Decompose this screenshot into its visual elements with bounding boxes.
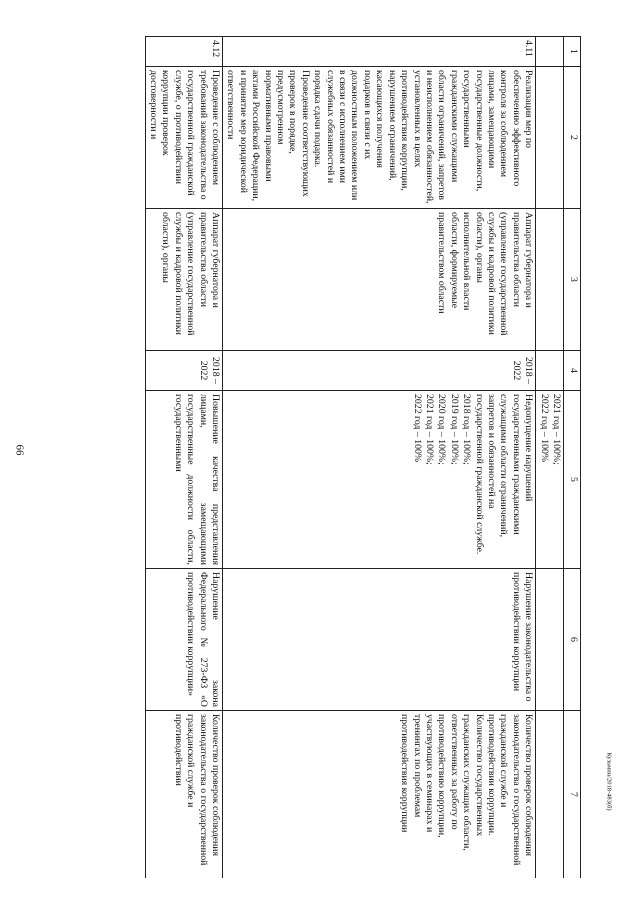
indicator-cell: Количество проверок соблюдения законодательства о государственной гражданской службе и противодействии коррупции. Количество государственных гражданских служащих области, ответственных за работу по противодействию коррупции, участвующих в семинарах и тренингах по проблемам противодействия коррупции — [223, 711, 536, 879]
result-cell: Недопущение нарушений государственными гражданскими служащими области ограничений, запретов и обязанностей на государственной гражданской службе. 2018 год – 100%; 2019 год – 100%; 2020 год – 100%; 2021 год – 100%; 2022 год – 100% — [223, 391, 536, 569]
continuation-row — [536, 37, 564, 879]
header-row — [564, 37, 581, 879]
page-number: 66 — [13, 444, 26, 456]
rotated-table — [54, 36, 581, 878]
row-number: 4.11 — [223, 37, 536, 67]
risk-cell: Нарушение законодательства о противодействии коррупции — [223, 569, 536, 711]
column-header: 3 — [564, 209, 581, 351]
result-cell: Повышение качества представления лицами, замещающими государственные должности области, государственными — [145, 391, 222, 569]
column-header: 2 — [564, 67, 581, 209]
table-row — [223, 37, 536, 879]
rotated-table-wrapper — [54, 36, 581, 878]
column-header: 6 — [564, 569, 581, 711]
risk-cell: Нарушение закона Федерального № 273-ФЗ «О противодействии коррупции» — [145, 569, 222, 711]
measure-cell: Реализация мер по обеспечению эффективного контроля за соблюдением лицами, замещающими государственные должности, государственными гражданскими служащими области ограничений, запретов и неисполнением обязанностей, установленных в целях противодействия коррупции, нарушением ограничений, касающихся получения подарков в связи с их должностным положением или в связи с исполнением ими служебных обязанностей и порядка сдачи подарка. Проведение соответствующих проверок в порядке, предусмотренном нормативными правовыми актами Российской Федерации, и принятие мер юридической ответственности — [223, 67, 536, 209]
column-header: 1 — [564, 37, 581, 67]
executor-cell: Аппарат губернатора и правительства области (управление государственной службы и кадровой политики области), органы — [145, 209, 222, 351]
document-id: Кузьмин/2018-483(б) — [605, 752, 613, 811]
table-row — [145, 37, 222, 879]
continuation-cell: 2021 год – 100%; 2022 год – 100% — [536, 391, 564, 569]
row-number: 4.12 — [145, 37, 222, 67]
indicator-cell: Количество проверок соблюдения законодательства о государственной гражданской службе и противодействии — [145, 711, 222, 879]
measures-table — [145, 36, 581, 878]
measure-cell: Проведение с соблюдением требований законодательства о государственной гражданской службе, о противодействии коррупции проверок достоверности и — [145, 67, 222, 209]
executor-cell: Аппарат губернатора и правительства области (управление государственной службы и кадровой политики области), органы исполнительной власти области, формируемые правительством области — [223, 209, 536, 351]
column-header: 4 — [564, 351, 581, 391]
period-cell: 2018 – 2022 — [223, 351, 536, 391]
period-cell: 2018 – 2022 — [145, 351, 222, 391]
column-header: 7 — [564, 711, 581, 879]
column-header: 5 — [564, 391, 581, 569]
